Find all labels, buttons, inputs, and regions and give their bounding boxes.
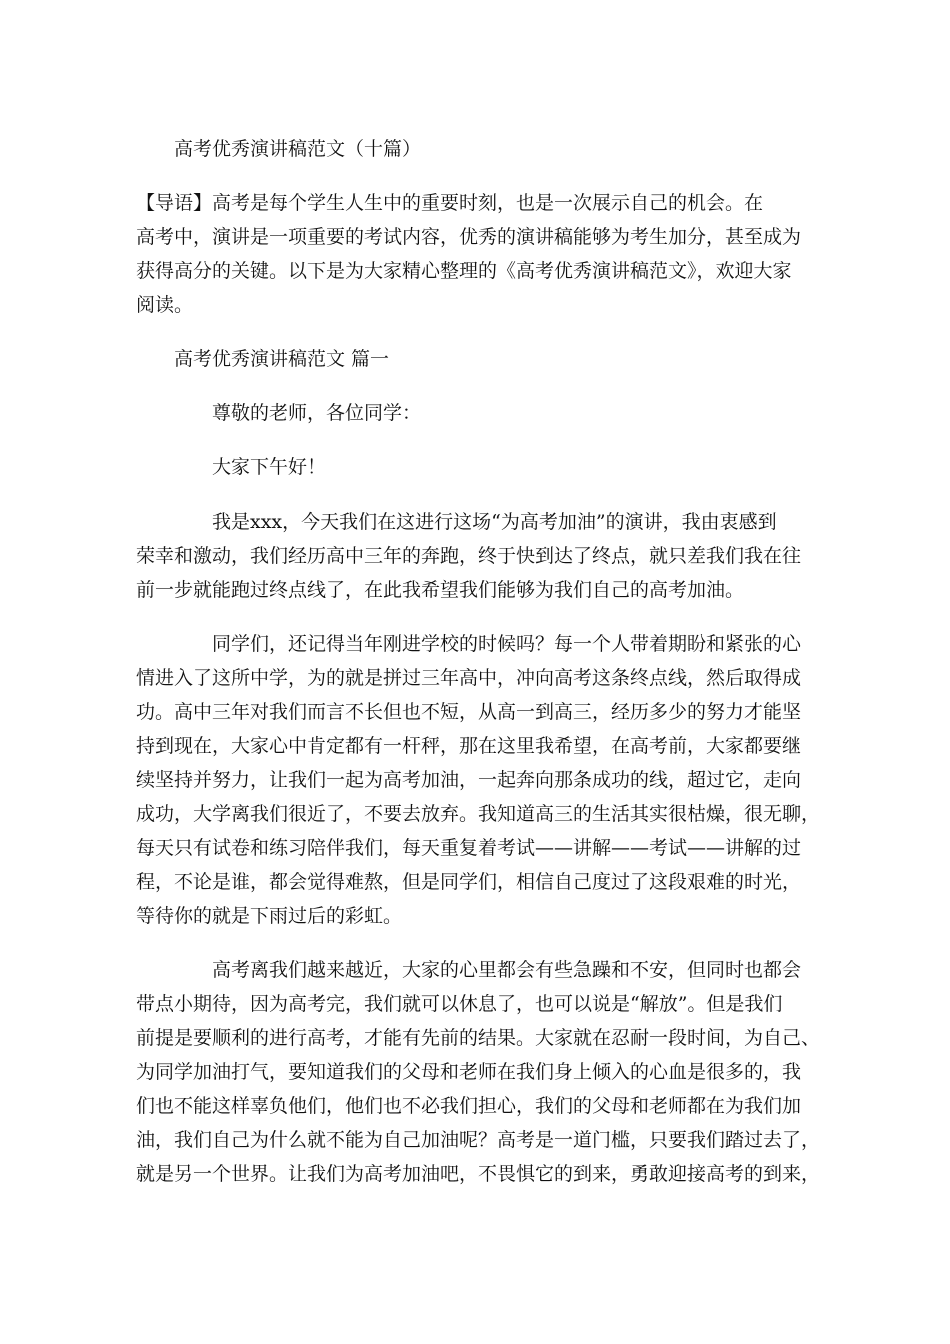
paragraph-2-line: 情进入了这所中学，为的就是拼过三年高中，冲向高考这条终点线，然后取得成 bbox=[136, 667, 802, 689]
paragraph-2-line: 功。高中三年对我们而言不长但也不短，从高一到高三，经历多少的努力才能坚 bbox=[136, 701, 802, 723]
greeting: 大家下午好！ bbox=[212, 456, 327, 478]
paragraph-2-line: 等待你的就是下雨过后的彩虹。 bbox=[136, 905, 403, 927]
paragraph-3-line: 高考离我们越来越近，大家的心里都会有些急躁和不安，但同时也都会 bbox=[212, 959, 802, 981]
paragraph-3-line: 带点小期待，因为高考完，我们就可以休息了，也可以说是“解放”。但是我们 bbox=[136, 993, 783, 1015]
paragraph-1-line: 我是xxx，今天我们在这进行这场“为高考加油”的演讲，我由衷感到 bbox=[212, 511, 777, 533]
paragraph-3-line: 前提是要顺利的进行高考，才能有先前的结果。大家就在忍耐一段时间，为自己、 bbox=[136, 1027, 821, 1049]
intro-line: 阅读。 bbox=[136, 294, 194, 316]
document-title: 高考优秀演讲稿范文（十篇） bbox=[174, 138, 422, 160]
paragraph-2-line: 持到现在，大家心中肯定都有一杆秤，那在这里我希望，在高考前，大家都要继 bbox=[136, 735, 802, 757]
intro-line: 获得高分的关键。以下是为大家精心整理的《高考优秀演讲稿范文》，欢迎大家 bbox=[136, 260, 792, 282]
paragraph-3-line: 们也不能这样辜负他们，他们也不必我们担心，我们的父母和老师都在为我们加 bbox=[136, 1095, 802, 1117]
intro-line: 高考中，演讲是一项重要的考试内容，优秀的演讲稿能够为考生加分，甚至成为 bbox=[136, 226, 802, 248]
paragraph-2-line: 成功，大学离我们很近了，不要去放弃。我知道高三的生活其实很枯燥，很无聊， bbox=[136, 803, 821, 825]
paragraph-3-line: 为同学加油打气，要知道我们的父母和老师在我们身上倾入的心血是很多的，我 bbox=[136, 1061, 802, 1083]
paragraph-2-line: 每天只有试卷和练习陪伴我们，每天重复着考试——讲解——考试——讲解的过 bbox=[136, 837, 802, 859]
paragraph-2-line: 续坚持并努力，让我们一起为高考加油，一起奔向那条成功的线，超过它，走向 bbox=[136, 769, 802, 791]
paragraph-1-line: 荣幸和激动，我们经历高中三年的奔跑，终于快到达了终点，就只差我们我在往 bbox=[136, 545, 802, 567]
paragraph-2-line: 程，不论是谁，都会觉得难熬，但是同学们，相信自己度过了这段艰难的时光， bbox=[136, 871, 802, 893]
section-heading: 高考优秀演讲稿范文 篇一 bbox=[174, 348, 390, 370]
paragraph-2-line: 同学们，还记得当年刚进学校的时候吗？每一个人带着期盼和紧张的心 bbox=[212, 633, 802, 655]
paragraph-1-line: 前一步就能跑过终点线了，在此我希望我们能够为我们自己的高考加油。 bbox=[136, 579, 745, 601]
intro-line: 【导语】高考是每个学生人生中的重要时刻，也是一次展示自己的机会。在 bbox=[136, 192, 764, 214]
paragraph-3-line: 油，我们自己为什么就不能为自己加油呢？高考是一道门槛，只要我们踏过去了， bbox=[136, 1129, 821, 1151]
salutation: 尊敬的老师，各位同学： bbox=[212, 402, 422, 424]
paragraph-3-line: 就是另一个世界。让我们为高考加油吧，不畏惧它的到来，勇敢迎接高考的到来， bbox=[136, 1163, 821, 1185]
